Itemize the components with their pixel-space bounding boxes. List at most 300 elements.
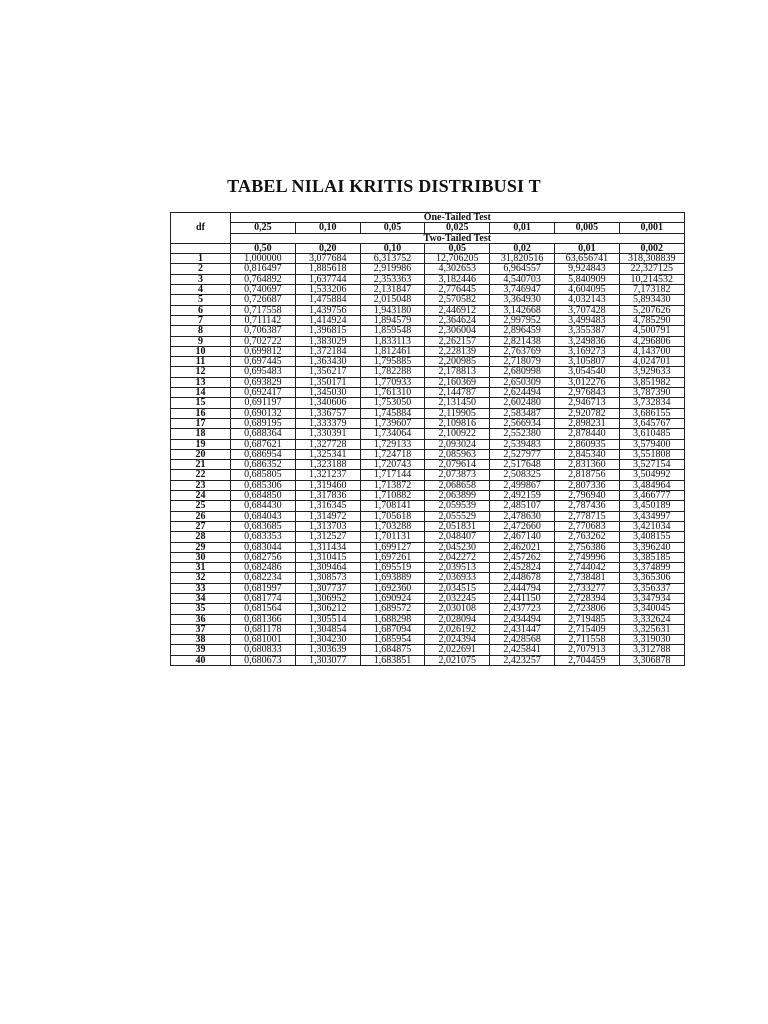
df-value-cell: 33 (171, 583, 231, 593)
table-row (171, 614, 685, 624)
critical-value-cell: 3,306878 (619, 655, 684, 665)
df-value-cell: 9 (171, 336, 231, 346)
critical-value-cell: 1,795885 (360, 357, 425, 367)
two-tailed-alpha-row (171, 243, 685, 253)
critical-value-cell: 1,688298 (360, 614, 425, 624)
critical-value-cell: 2,144787 (425, 388, 490, 398)
table-row (171, 408, 685, 418)
critical-value-cell: 2,200985 (425, 357, 490, 367)
df-value-cell: 32 (171, 573, 231, 583)
critical-value-cell: 2,131847 (360, 285, 425, 295)
critical-value-cell: 2,131450 (425, 398, 490, 408)
critical-value-cell: 3,408155 (619, 532, 684, 542)
critical-value-cell: 2,860935 (554, 439, 619, 449)
critical-value-cell: 3,929633 (619, 367, 684, 377)
df-value-cell: 37 (171, 624, 231, 634)
table-row (171, 377, 685, 387)
critical-value-cell: 2,624494 (490, 388, 555, 398)
df-value-cell: 31 (171, 563, 231, 573)
critical-value-cell: 12,706205 (425, 254, 490, 264)
table-row (171, 449, 685, 459)
table-row (171, 635, 685, 645)
critical-value-cell: 1,753050 (360, 398, 425, 408)
table-row (171, 398, 685, 408)
critical-value-cell: 2,744042 (554, 563, 619, 573)
df-value-cell: 25 (171, 501, 231, 511)
critical-value-cell: 2,079614 (425, 460, 490, 470)
critical-value-cell: 2,896459 (490, 326, 555, 336)
critical-value-cell: 2,704459 (554, 655, 619, 665)
critical-value-cell: 2,919986 (360, 264, 425, 274)
two-tailed-alpha: 0,002 (619, 243, 684, 253)
critical-value-cell: 1,685954 (360, 635, 425, 645)
table-row (171, 264, 685, 274)
critical-value-cell: 1,414924 (295, 315, 360, 325)
critical-value-cell: 2,434494 (490, 614, 555, 624)
critical-value-cell: 0,697445 (231, 357, 296, 367)
critical-value-cell: 2,527977 (490, 449, 555, 459)
critical-value-cell: 1,943180 (360, 305, 425, 315)
critical-value-cell: 2,446912 (425, 305, 490, 315)
critical-value-cell: 1,304854 (295, 624, 360, 634)
critical-value-cell: 2,441150 (490, 593, 555, 603)
critical-value-cell: 1,894579 (360, 315, 425, 325)
critical-value-cell: 1,306212 (295, 604, 360, 614)
df-value-cell: 27 (171, 521, 231, 531)
critical-value-cell: 4,604095 (554, 285, 619, 295)
table-row (171, 491, 685, 501)
critical-value-cell: 2,707913 (554, 645, 619, 655)
df-value-cell: 10 (171, 346, 231, 356)
critical-value-cell: 3,787390 (619, 388, 684, 398)
critical-value-cell: 1,475884 (295, 295, 360, 305)
critical-value-cell: 1,305514 (295, 614, 360, 624)
table-row (171, 346, 685, 356)
critical-value-cell: 0,681774 (231, 593, 296, 603)
critical-value-cell: 2,444794 (490, 583, 555, 593)
critical-value-cell: 2,920782 (554, 408, 619, 418)
one-tailed-alpha: 0,25 (231, 223, 296, 233)
table-row (171, 305, 685, 315)
critical-value-cell: 2,552380 (490, 429, 555, 439)
critical-value-cell: 0,740697 (231, 285, 296, 295)
one-tailed-alpha: 0,001 (619, 223, 684, 233)
critical-value-cell: 1,396815 (295, 326, 360, 336)
critical-value-cell: 0,680833 (231, 645, 296, 655)
critical-value-cell: 1,321237 (295, 470, 360, 480)
df-value-cell: 12 (171, 367, 231, 377)
critical-value-cell: 2,539483 (490, 439, 555, 449)
critical-value-cell: 0,711142 (231, 315, 296, 325)
critical-value-cell: 318,308839 (619, 254, 684, 264)
critical-value-cell: 1,327728 (295, 439, 360, 449)
critical-value-cell: 0,681564 (231, 604, 296, 614)
df-value-cell: 17 (171, 418, 231, 428)
critical-value-cell: 3,169273 (554, 346, 619, 356)
critical-value-cell: 3,707428 (554, 305, 619, 315)
table-row (171, 645, 685, 655)
critical-value-cell: 2,878440 (554, 429, 619, 439)
critical-value-cell: 2,024394 (425, 635, 490, 645)
critical-value-cell: 1,885618 (295, 264, 360, 274)
critical-value-cell: 5,840909 (554, 274, 619, 284)
table-row (171, 583, 685, 593)
critical-value-cell: 4,296806 (619, 336, 684, 346)
critical-value-cell: 1,303639 (295, 645, 360, 655)
critical-value-cell: 9,924843 (554, 264, 619, 274)
critical-value-cell: 3,396240 (619, 542, 684, 552)
df-value-cell: 39 (171, 645, 231, 655)
critical-value-cell: 2,733277 (554, 583, 619, 593)
critical-value-cell: 3,450189 (619, 501, 684, 511)
two-tailed-alpha: 0,10 (360, 243, 425, 253)
critical-value-cell: 2,467140 (490, 532, 555, 542)
critical-value-cell: 1,859548 (360, 326, 425, 336)
critical-value-cell: 1,000000 (231, 254, 296, 264)
critical-value-cell: 1,323188 (295, 460, 360, 470)
df-value-cell: 21 (171, 460, 231, 470)
critical-value-cell: 1,812461 (360, 346, 425, 356)
critical-value-cell: 2,425841 (490, 645, 555, 655)
critical-value-cell: 0,683353 (231, 532, 296, 542)
critical-value-cell: 3,551808 (619, 449, 684, 459)
critical-value-cell: 2,821438 (490, 336, 555, 346)
critical-value-cell: 2,032245 (425, 593, 490, 603)
two-tailed-alpha: 0,20 (295, 243, 360, 253)
two-tailed-alpha: 0,02 (490, 243, 555, 253)
df-value-cell: 13 (171, 377, 231, 387)
df-value-cell: 28 (171, 532, 231, 542)
critical-value-cell: 1,833113 (360, 336, 425, 346)
df-value-cell: 24 (171, 491, 231, 501)
table-row (171, 429, 685, 439)
page-title: TABEL NILAI KRITIS DISTRIBUSI T (227, 176, 541, 196)
critical-value-cell: 2,778715 (554, 511, 619, 521)
critical-value-cell: 2,718079 (490, 357, 555, 367)
critical-value-cell: 0,693829 (231, 377, 296, 387)
df-value-cell: 11 (171, 357, 231, 367)
critical-value-cell: 2,807336 (554, 480, 619, 490)
critical-value-cell: 0,682486 (231, 563, 296, 573)
df-value-cell: 15 (171, 398, 231, 408)
critical-value-cell: 0,681366 (231, 614, 296, 624)
critical-value-cell: 2,719485 (554, 614, 619, 624)
table-row (171, 254, 685, 264)
critical-value-cell: 3,347934 (619, 593, 684, 603)
critical-value-cell: 3,355387 (554, 326, 619, 336)
critical-value-cell: 0,688364 (231, 429, 296, 439)
df-value-cell: 36 (171, 614, 231, 624)
table-row (171, 593, 685, 603)
critical-value-cell: 1,697261 (360, 552, 425, 562)
critical-value-cell: 1,782288 (360, 367, 425, 377)
critical-value-cell: 2,448678 (490, 573, 555, 583)
t-distribution-table (170, 212, 685, 666)
critical-value-cell: 1,699127 (360, 542, 425, 552)
table-row (171, 285, 685, 295)
critical-value-cell: 1,692360 (360, 583, 425, 593)
critical-value-cell: 1,316345 (295, 501, 360, 511)
critical-value-cell: 1,307737 (295, 583, 360, 593)
critical-value-cell: 1,710882 (360, 491, 425, 501)
critical-value-cell: 0,695483 (231, 367, 296, 377)
table-row (171, 315, 685, 325)
critical-value-cell: 3,504992 (619, 470, 684, 480)
df-value-cell: 23 (171, 480, 231, 490)
critical-value-cell: 63,656741 (554, 254, 619, 264)
critical-value-cell: 1,333379 (295, 418, 360, 428)
table-row (171, 326, 685, 336)
critical-value-cell: 3,610485 (619, 429, 684, 439)
critical-value-cell: 3,746947 (490, 285, 555, 295)
critical-value-cell: 3,054540 (554, 367, 619, 377)
critical-value-cell: 3,385185 (619, 552, 684, 562)
critical-value-cell: 1,703288 (360, 521, 425, 531)
critical-value-cell: 5,893430 (619, 295, 684, 305)
df-value-cell: 6 (171, 305, 231, 315)
df-value-cell: 26 (171, 511, 231, 521)
critical-value-cell: 3,421034 (619, 521, 684, 531)
critical-value-cell: 2,051831 (425, 521, 490, 531)
critical-value-cell: 1,724718 (360, 449, 425, 459)
critical-value-cell: 2,770683 (554, 521, 619, 531)
critical-value-cell: 1,689572 (360, 604, 425, 614)
df-value-cell: 18 (171, 429, 231, 439)
critical-value-cell: 0,726687 (231, 295, 296, 305)
critical-value-cell: 2,492159 (490, 491, 555, 501)
critical-value-cell: 2,478630 (490, 511, 555, 521)
critical-value-cell: 3,332624 (619, 614, 684, 624)
critical-value-cell: 2,055529 (425, 511, 490, 521)
critical-value-cell: 2,093024 (425, 439, 490, 449)
critical-value-cell: 3,356337 (619, 583, 684, 593)
critical-value-cell: 1,325341 (295, 449, 360, 459)
critical-value-cell: 3,364930 (490, 295, 555, 305)
df-value-cell: 5 (171, 295, 231, 305)
critical-value-cell: 1,729133 (360, 439, 425, 449)
table-row (171, 367, 685, 377)
table-row (171, 532, 685, 542)
critical-value-cell: 3,325631 (619, 624, 684, 634)
critical-value-cell: 1,745884 (360, 408, 425, 418)
critical-value-cell: 2,457262 (490, 552, 555, 562)
critical-value-cell: 1,690924 (360, 593, 425, 603)
critical-value-cell: 3,851982 (619, 377, 684, 387)
critical-value-cell: 2,738481 (554, 573, 619, 583)
critical-value-cell: 1,637744 (295, 274, 360, 284)
critical-value-cell: 1,311434 (295, 542, 360, 552)
critical-value-cell: 4,302653 (425, 264, 490, 274)
critical-value-cell: 2,022691 (425, 645, 490, 655)
critical-value-cell: 2,100922 (425, 429, 490, 439)
critical-value-cell: 2,818756 (554, 470, 619, 480)
table-row (171, 563, 685, 573)
critical-value-cell: 3,319030 (619, 635, 684, 645)
df-value-cell: 35 (171, 604, 231, 614)
critical-value-cell: 22,327125 (619, 264, 684, 274)
df-value-cell: 1 (171, 254, 231, 264)
critical-value-cell: 2,026192 (425, 624, 490, 634)
critical-value-cell: 2,776445 (425, 285, 490, 295)
critical-value-cell: 1,345030 (295, 388, 360, 398)
df-value-cell: 14 (171, 388, 231, 398)
critical-value-cell: 2,749996 (554, 552, 619, 562)
table-row (171, 521, 685, 531)
table-body (171, 254, 685, 666)
table-row (171, 357, 685, 367)
critical-value-cell: 2,680998 (490, 367, 555, 377)
critical-value-cell: 0,682756 (231, 552, 296, 562)
df-value-cell: 3 (171, 274, 231, 284)
critical-value-cell: 1,336757 (295, 408, 360, 418)
df-value-cell: 16 (171, 408, 231, 418)
critical-value-cell: 1,310415 (295, 552, 360, 562)
table-row (171, 470, 685, 480)
critical-value-cell: 2,423257 (490, 655, 555, 665)
critical-value-cell: 3,182446 (425, 274, 490, 284)
critical-value-cell: 7,173182 (619, 285, 684, 295)
critical-value-cell: 5,207626 (619, 305, 684, 315)
critical-value-cell: 1,761310 (360, 388, 425, 398)
critical-value-cell: 1,308573 (295, 573, 360, 583)
critical-value-cell: 3,012276 (554, 377, 619, 387)
critical-value-cell: 0,717558 (231, 305, 296, 315)
critical-value-cell: 1,687094 (360, 624, 425, 634)
critical-value-cell: 1,363430 (295, 357, 360, 367)
critical-value-cell: 2,756386 (554, 542, 619, 552)
table-row (171, 480, 685, 490)
critical-value-cell: 2,021075 (425, 655, 490, 665)
critical-value-cell: 3,579400 (619, 439, 684, 449)
table-row (171, 418, 685, 428)
critical-value-cell: 2,431447 (490, 624, 555, 634)
critical-value-cell: 3,466777 (619, 491, 684, 501)
df-spacer-cell (171, 243, 231, 253)
critical-value-cell: 2,728394 (554, 593, 619, 603)
critical-value-cell: 3,527154 (619, 460, 684, 470)
critical-value-cell: 2,160369 (425, 377, 490, 387)
critical-value-cell: 3,105807 (554, 357, 619, 367)
critical-value-cell: 0,706387 (231, 326, 296, 336)
two-tailed-alpha: 0,01 (554, 243, 619, 253)
critical-value-cell: 3,732834 (619, 398, 684, 408)
critical-value-cell: 2,178813 (425, 367, 490, 377)
critical-value-cell: 2,508325 (490, 470, 555, 480)
table-row (171, 439, 685, 449)
critical-value-cell: 1,350171 (295, 377, 360, 387)
critical-value-cell: 10,214532 (619, 274, 684, 284)
critical-value-cell: 4,143700 (619, 346, 684, 356)
df-value-cell: 38 (171, 635, 231, 645)
critical-value-cell: 1,717144 (360, 470, 425, 480)
critical-value-cell: 1,312527 (295, 532, 360, 542)
critical-value-cell: 3,645767 (619, 418, 684, 428)
critical-value-cell: 3,484964 (619, 480, 684, 490)
critical-value-cell: 2,763769 (490, 346, 555, 356)
critical-value-cell: 1,533206 (295, 285, 360, 295)
critical-value-cell: 2,073873 (425, 470, 490, 480)
critical-value-cell: 4,785290 (619, 315, 684, 325)
critical-value-cell: 1,734064 (360, 429, 425, 439)
critical-value-cell: 3,499483 (554, 315, 619, 325)
df-value-cell: 40 (171, 655, 231, 665)
critical-value-cell: 2,048407 (425, 532, 490, 542)
critical-value-cell: 2,452824 (490, 563, 555, 573)
critical-value-cell: 2,068658 (425, 480, 490, 490)
critical-value-cell: 2,650309 (490, 377, 555, 387)
one-tailed-alpha: 0,10 (295, 223, 360, 233)
critical-value-cell: 1,356217 (295, 367, 360, 377)
critical-value-cell: 0,681997 (231, 583, 296, 593)
critical-value-cell: 1,306952 (295, 593, 360, 603)
critical-value-cell: 4,032143 (554, 295, 619, 305)
table-row (171, 460, 685, 470)
critical-value-cell: 2,602480 (490, 398, 555, 408)
df-value-cell: 19 (171, 439, 231, 449)
critical-value-cell: 0,691197 (231, 398, 296, 408)
critical-value-cell: 3,312788 (619, 645, 684, 655)
critical-value-cell: 2,428568 (490, 635, 555, 645)
critical-value-cell: 0,816497 (231, 264, 296, 274)
critical-value-cell: 2,036933 (425, 573, 490, 583)
critical-value-cell: 2,499867 (490, 480, 555, 490)
critical-value-cell: 2,042272 (425, 552, 490, 562)
critical-value-cell: 1,695519 (360, 563, 425, 573)
df-value-cell: 30 (171, 552, 231, 562)
one-tailed-alpha: 0,005 (554, 223, 619, 233)
critical-value-cell: 0,685805 (231, 470, 296, 480)
critical-value-cell: 0,692417 (231, 388, 296, 398)
one-tailed-alpha: 0,05 (360, 223, 425, 233)
critical-value-cell: 1,705618 (360, 511, 425, 521)
critical-value-cell: 0,684850 (231, 491, 296, 501)
table-row (171, 604, 685, 614)
critical-value-cell: 3,340045 (619, 604, 684, 614)
critical-value-cell: 2,045230 (425, 542, 490, 552)
table-row (171, 655, 685, 665)
table-row (171, 552, 685, 562)
df-value-cell: 2 (171, 264, 231, 274)
two-tailed-alpha: 0,50 (231, 243, 296, 253)
critical-value-cell: 2,997952 (490, 315, 555, 325)
critical-value-cell: 2,831360 (554, 460, 619, 470)
critical-value-cell: 6,964557 (490, 264, 555, 274)
critical-value-cell: 2,715409 (554, 624, 619, 634)
critical-value-cell: 2,119905 (425, 408, 490, 418)
critical-value-cell: 2,015048 (360, 295, 425, 305)
critical-value-cell: 2,946713 (554, 398, 619, 408)
critical-value-cell: 1,770933 (360, 377, 425, 387)
critical-value-cell: 2,723806 (554, 604, 619, 614)
critical-value-cell: 6,313752 (360, 254, 425, 264)
critical-value-cell: 2,228139 (425, 346, 490, 356)
table-row (171, 573, 685, 583)
table-row (171, 511, 685, 521)
critical-value-cell: 3,365306 (619, 573, 684, 583)
critical-value-cell: 2,517648 (490, 460, 555, 470)
df-value-cell: 29 (171, 542, 231, 552)
critical-value-cell: 1,314972 (295, 511, 360, 521)
table-row (171, 388, 685, 398)
critical-value-cell: 0,683044 (231, 542, 296, 552)
critical-value-cell: 4,500791 (619, 326, 684, 336)
critical-value-cell: 0,684043 (231, 511, 296, 521)
critical-value-cell: 1,439756 (295, 305, 360, 315)
critical-value-cell: 1,708141 (360, 501, 425, 511)
table-row (171, 501, 685, 511)
critical-value-cell: 0,686352 (231, 460, 296, 470)
critical-value-cell: 0,687621 (231, 439, 296, 449)
